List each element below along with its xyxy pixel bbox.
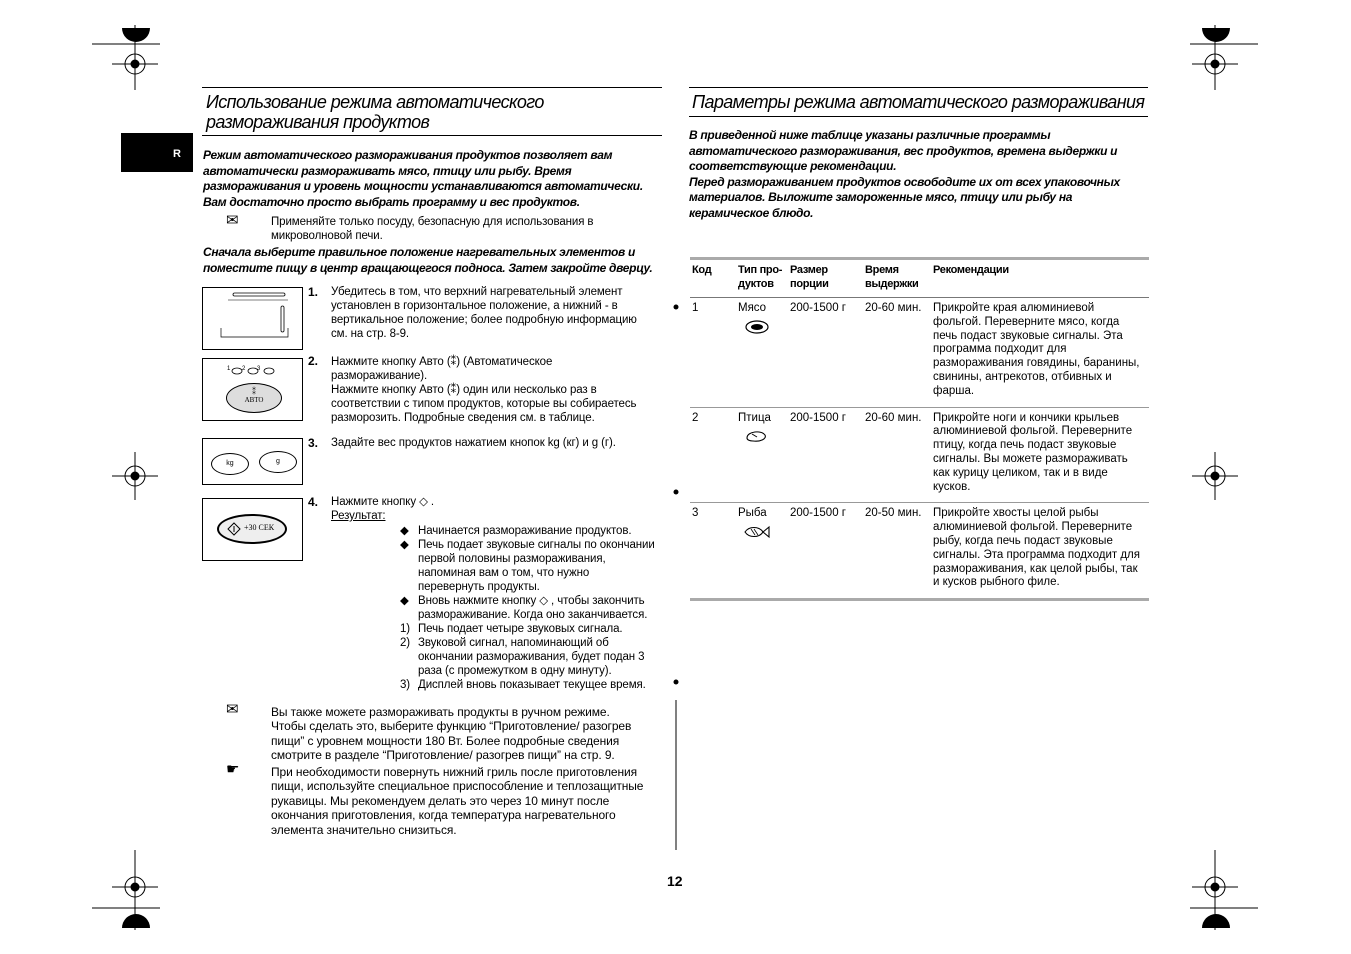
kg-button[interactable]: [211, 453, 249, 475]
right-title-bottom-rule: [689, 116, 1148, 117]
left-title-line1: Использование режима автоматического: [206, 92, 544, 112]
note-line: микроволновой печи.: [271, 230, 383, 242]
cell-size: 200-1500 г: [788, 503, 863, 600]
defrost-mode-numbers: 1 2 3: [227, 366, 266, 372]
cell-code: 1: [690, 298, 736, 408]
item-line: окончании размораживания, будет подан 3: [418, 651, 645, 663]
note-line: Применяйте только посуду, безопасную для использования в: [271, 216, 594, 228]
header-time: Время выдержки: [863, 259, 931, 298]
left-title-bottom-rule: [202, 135, 662, 136]
step-line: Нажмите кнопку ◇ .: [331, 496, 434, 508]
result-bullet: [400, 524, 662, 538]
g-button[interactable]: [259, 451, 297, 473]
note-line: пищи, используйте специальное приспособление и теплозащитные: [271, 779, 644, 794]
bullet-line: напоминая вам о том, что нужно: [418, 567, 590, 579]
bullet-line: Печь подает звуковые сигналы по окончании: [418, 539, 655, 551]
result-bullet: [400, 538, 662, 594]
item-line: Печь подает четыре звуковых сигнала.: [418, 623, 623, 635]
header-size: Размер порции: [788, 259, 863, 298]
step-1-text: [331, 285, 661, 341]
left-title-line2: размораживания продуктов: [206, 112, 430, 132]
intro-line: Вам достаточно просто выбрать программу и вес продуктов.: [203, 194, 580, 209]
step-line: установлен в горизонтальное положение, а нижний - в: [331, 300, 618, 312]
item-line: Звуковой сигнал, напоминающий об: [418, 637, 609, 649]
meat-icon: [744, 319, 770, 335]
table-row: [690, 503, 1149, 600]
cell-recommendation: Прикройте ноги и кончики крыльев алюминиевой фольгой. Переверните птицу, когда печь подаст звуковые сигналы. Вы можете размораживать как курицу целиком, так и в виде кусков.: [931, 407, 1149, 503]
bullet-line: Начинается размораживание продуктов.: [418, 525, 632, 537]
note-line: элемента значительно снизиться.: [271, 822, 457, 837]
cell-time: 20-50 мин.: [863, 503, 931, 600]
bullet-line: Вновь нажмите кнопку ◇ , чтобы закончить: [418, 595, 645, 607]
note-line: пищи” с уровнем мощности 180 Вт. Более подробные сведения: [271, 733, 620, 748]
step-1-number: 1.: [308, 285, 319, 299]
fish-icon: [743, 524, 771, 540]
bullet-line: первой половины размораживания,: [418, 553, 606, 565]
cell-code: 3: [690, 503, 736, 600]
intro-line: размораживания и уровень мощности устанавливаются автоматически.: [203, 179, 643, 193]
intro-line: материалов. Выложите замороженные мясо, птицу или рыбу на: [689, 190, 1073, 204]
step-line: см. на стр. 8-9.: [331, 328, 410, 340]
header-recommendations: Рекомендации: [931, 259, 1149, 298]
step-line: размораживание).: [331, 370, 428, 382]
type-label: Рыба: [738, 507, 767, 520]
step-2-number: 2.: [308, 354, 319, 368]
cell-size: 200-1500 г: [788, 298, 863, 408]
step-3-text: [331, 436, 661, 450]
right-title-top-rule: [689, 87, 1148, 88]
item-number: 3): [400, 679, 411, 691]
bullet-diamond-icon: ◆: [400, 539, 409, 551]
envelope-note-icon: ✉: [226, 701, 239, 718]
item-line: раза (с промежутком в одну минуту).: [418, 665, 612, 677]
type-label: Мясо: [738, 302, 767, 314]
cell-recommendation: Прикройте хвосты целой рыбы алюминиевой фольгой. Переверните рыбу, когда печь подаст звуковые сигналы. Эта программа подходит для размораживания, как целой рыбы, так и кусков рыбного филе.: [931, 503, 1149, 600]
step-line: Нажмите кнопку Авто (⁑) один или несколько раз в: [331, 384, 597, 396]
left-title-top-rule: [202, 87, 662, 88]
cell-size: 200-1500 г: [788, 407, 863, 503]
weight-buttons-illustration: [202, 438, 303, 485]
table-row: [690, 407, 1149, 503]
envelope-note-icon: ✉: [226, 212, 239, 229]
type-label: Птица: [738, 411, 771, 424]
header-type: Тип про- дуктов: [736, 259, 788, 298]
kg-button-label: kg: [226, 460, 234, 467]
auto-button-icon: ⁑: [252, 387, 256, 396]
step-line: Задайте вес продуктов нажатием кнопок kg (кг) и g (г).: [331, 437, 616, 449]
page-number: 12: [667, 873, 683, 889]
step-3-number: 3.: [308, 436, 319, 450]
note-line: При необходимости повернуть нижний гриль после приготовления: [271, 765, 637, 779]
note-dishware: [271, 215, 661, 243]
result-numbered-item: [400, 678, 662, 692]
step-line: соответствии с типом продуктов, которые вы собираетесь: [331, 398, 637, 410]
cell-time: 20-60 мин.: [863, 298, 931, 408]
g-button-label: g: [276, 458, 280, 465]
instruction-line: поместите пищу в центр вращающегося подноса. Затем закройте дверцу.: [203, 260, 653, 275]
pointing-hand-icon: ☛: [226, 761, 240, 778]
item-number: 2): [400, 637, 411, 649]
note-line: рукавицы. Мы рекомендуем делать это через 10 минут после: [271, 793, 610, 808]
result-label: Результат:: [331, 510, 386, 522]
poultry-icon: [744, 428, 770, 444]
auto-button[interactable]: [226, 383, 282, 413]
side-tab-label: R: [173, 148, 181, 160]
bullet-diamond-icon: ◆: [400, 525, 409, 537]
cell-type: [736, 407, 788, 503]
oven-interior-illustration: [202, 287, 303, 350]
result-numbered-item: [400, 622, 662, 636]
cell-type: [736, 503, 788, 600]
defrost-mode-icons: [231, 366, 281, 376]
result-bullet: [400, 594, 662, 622]
bullet-line: размораживание. Когда оно заканчивается.: [418, 609, 648, 621]
start-icon: [227, 522, 241, 536]
bullet-line: перевернуть продукты.: [418, 581, 540, 593]
start-button-illustration: [202, 498, 303, 561]
right-page-title: Параметры режима автоматического размораживания: [692, 92, 1145, 112]
cell-code: 2: [690, 407, 736, 503]
note-line: окончания приготовления, когда температура нагревательного: [271, 808, 616, 823]
intro-line: соответствующие рекомендации.: [689, 159, 897, 173]
side-tab: [121, 133, 193, 172]
note-line: Вы также можете размораживать продукты в ручном режиме.: [271, 705, 610, 719]
cell-type: [736, 298, 788, 408]
note-manual-defrost: [271, 705, 666, 763]
defrost-table: [690, 257, 1149, 601]
intro-line: керамическое блюдо.: [689, 205, 814, 220]
intro-line: автоматического размораживания, вес продуктов, времена выдержки и: [689, 143, 1118, 158]
note-line: смотрите в разделе “Приготовление/ разогрев пищи” на стр. 9.: [271, 748, 615, 763]
cell-recommendation: Прикройте края алюминиевой фольгой. Переверните мясо, когда печь подаст звуковые сигналы. Эта программа подходит для размораживания говядины, баранины, свинины, антрекотов, отбивных и фарша.: [931, 298, 1149, 408]
left-intro: [203, 148, 663, 210]
step-4-number: 4.: [308, 495, 319, 509]
bullet-diamond-icon: ◆: [400, 595, 409, 607]
instruction-line: Сначала выберите правильное положение нагревательных элементов и: [203, 245, 635, 259]
auto-button-label: АВТО: [244, 396, 264, 404]
cell-time: 20-60 мин.: [863, 407, 931, 503]
result-numbered-item: [400, 636, 662, 678]
right-intro: [689, 128, 1151, 221]
header-code: Код: [690, 259, 736, 298]
step-4-text: [331, 495, 661, 523]
step-line: Нажмите кнопку Авто (⁑) (Автоматическое: [331, 356, 553, 368]
table-row: [690, 298, 1149, 408]
intro-line: Режим автоматического размораживания продуктов позволяет вам: [203, 148, 613, 162]
item-line: Дисплей вновь показывает текущее время.: [418, 679, 646, 691]
result-list: [400, 524, 662, 692]
intro-line: В приведенной ниже таблице указаны различные программы: [689, 128, 1051, 142]
left-page-title: [206, 92, 662, 132]
step-2-text: [331, 355, 661, 425]
auto-defrost-panel-illustration: [202, 358, 303, 421]
step-line: вертикальное положение; более подробную информацию: [331, 314, 637, 326]
table-header-row: [690, 259, 1149, 298]
intro-line: автоматически размораживать мясо, птицу или рыбу. Время: [203, 163, 572, 178]
item-number: 1): [400, 623, 411, 635]
step-line: Убедитесь в том, что верхний нагревательный элемент: [331, 286, 623, 298]
step-line: разморозить. Подробные сведения см. в таблице.: [331, 412, 595, 424]
note-grill: [271, 765, 666, 837]
instruction-text: [203, 245, 668, 276]
start-button-label: +30 СЕК: [244, 523, 275, 532]
note-line: Чтобы сделать это, выберите функцию “Приготовление/ разогрев: [271, 719, 632, 734]
intro-line: Перед размораживанием продуктов освободите их от всех упаковочных: [689, 174, 1120, 189]
start-button[interactable]: [217, 514, 287, 544]
